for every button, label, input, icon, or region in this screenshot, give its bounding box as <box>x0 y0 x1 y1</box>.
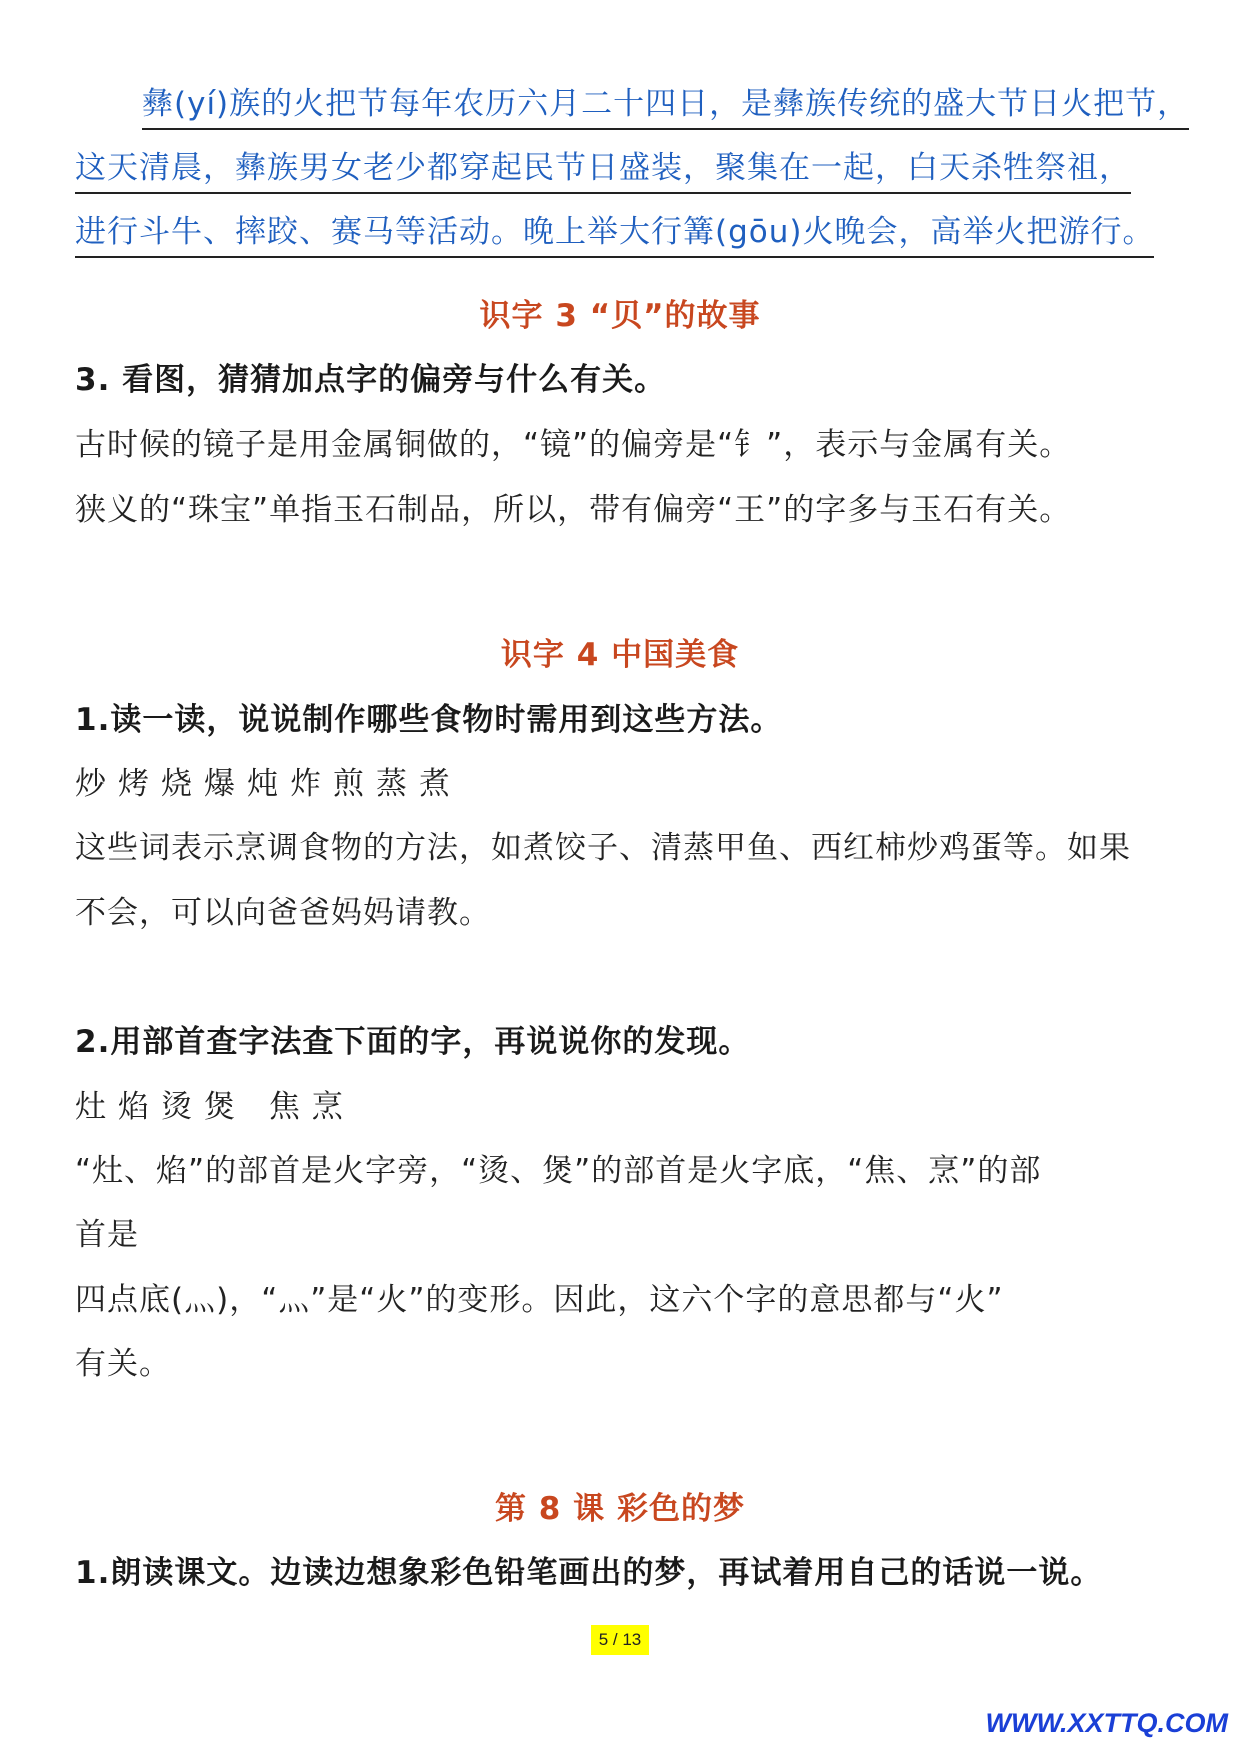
section2-q2-answer-line-3: 四点底(灬)，“灬”是“火”的变形。因此，这六个字的意思都与“火” <box>75 1282 1004 1318</box>
site-watermark: WWW.XXTTQ.COM <box>985 1708 1228 1738</box>
section3-question: 1.朗读课文。边读边想象彩色铅笔画出的梦，再试着用自己的话说一说。 <box>75 1555 1103 1591</box>
section2-q2-answer-line-1: “灶、焰”的部首是火字旁，“烫、煲”的部首是火字底，“焦、烹”的部 <box>75 1153 1042 1189</box>
section-title-shizi-4: 识字 4 中国美食 <box>500 637 740 673</box>
section-title-shizi-3: 识字 3 “贝”的故事 <box>479 298 761 334</box>
intro-line-3: 进行斗牛、摔跤、赛马等活动。晚上举大行篝(gōu)火晚会，高举火把游行。 <box>75 210 1154 258</box>
page-number: 5 / 13 <box>591 1625 649 1655</box>
intro-line-1: 彝(yí)族的火把节每年农历六月二十四日，是彝族传统的盛大节日火把节， <box>142 82 1189 130</box>
section2-q2-question: 2.用部首查字法查下面的字，再说说你的发现。 <box>75 1024 751 1060</box>
section2-q1-answer-line-2: 不会，可以向爸爸妈妈请教。 <box>75 895 491 931</box>
section2-q2-answer-line-2: 首是 <box>75 1217 139 1253</box>
intro-line-2: 这天清晨，彝族男女老少都穿起民节日盛装，聚集在一起，白天杀牲祭祖， <box>75 146 1131 194</box>
section2-q2-words: 灶焰烫煲 焦烹 <box>75 1089 355 1125</box>
section1-question: 3. 看图，猜猜加点字的偏旁与什么有关。 <box>75 362 667 398</box>
section1-answer-line-2: 狭义的“珠宝”单指玉石制品，所以，带有偏旁“王”的字多与玉石有关。 <box>75 492 1072 528</box>
section2-q1-answer-line-1: 这些词表示烹调食物的方法，如煮饺子、清蒸甲鱼、西红柿炒鸡蛋等。如果 <box>75 830 1131 866</box>
section2-q1-question: 1.读一读，说说制作哪些食物时需用到这些方法。 <box>75 702 783 738</box>
section-title-lesson-8: 第 8 课 彩色的梦 <box>495 1491 745 1527</box>
section2-q1-words: 炒烤烧爆炖炸煎蒸煮 <box>75 766 462 802</box>
section2-q2-answer-line-4: 有关。 <box>75 1346 171 1382</box>
section1-answer-line-1: 古时候的镜子是用金属铜做的，“镜”的偏旁是“钅”，表示与金属有关。 <box>75 427 1072 463</box>
